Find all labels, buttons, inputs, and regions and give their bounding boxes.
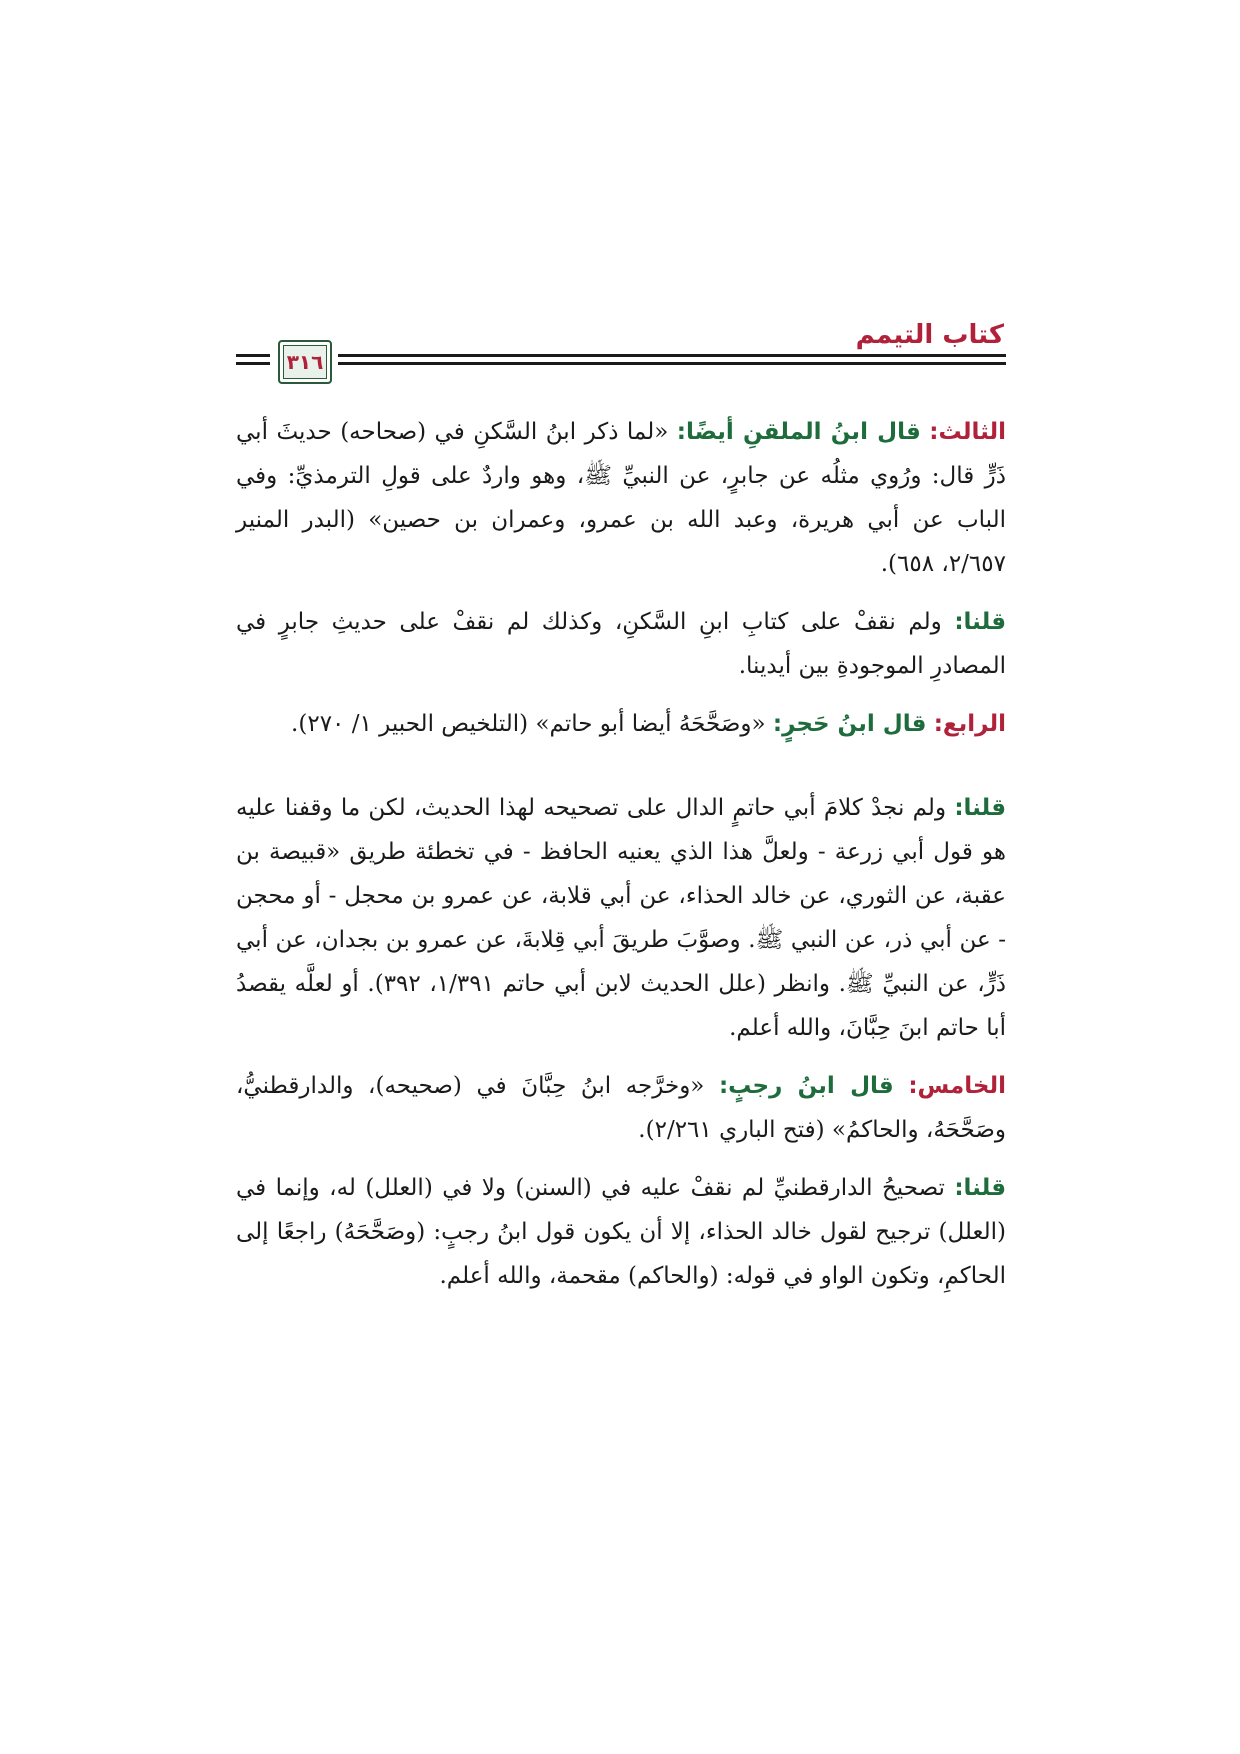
paragraph-lead-name: قال ابنُ رجبٍ:	[718, 1073, 894, 1099]
book-page	[236, 318, 1006, 1312]
header-rule-top	[338, 354, 1006, 357]
page-header	[236, 318, 1006, 378]
paragraph-qulna-2	[236, 786, 1006, 1050]
paragraph-label: قلنا:	[954, 795, 1006, 821]
paragraph-text: ولم نقفْ على كتابِ ابنِ السَّكنِ، وكذلك لم نقفْ على حديثِ جابرٍ في المصادرِ الموجودةِ بين أيدينا.	[236, 609, 1006, 679]
paragraph-third	[236, 410, 1006, 586]
paragraph-text: «لما ذكر ابنُ السَّكنِ في (صحاحه) حديثَ أبي ذَرٍّ قال: ورُوي مثلُه عن جابرٍ، عن النبيِّ ﷺ، وهو واردٌ على قولِ الترمذيِّ: وفي الباب عن أبي هريرة، وعبد الله بن عمرو، وعمران بن حصين» (البدر المنير ٢/٦٥٧، ٦٥٨).	[236, 419, 1006, 577]
header-rule-short-bottom	[236, 362, 270, 365]
page-number-ornament	[278, 340, 332, 384]
header-rule-short-top	[236, 354, 270, 357]
paragraph-text: «وصَحَّحَهُ أيضا أبو حاتم» (التلخيص الحبير ١/ ٢٧٠).	[291, 711, 766, 737]
page-number: ٣١٦	[286, 350, 324, 374]
chapter-title: كتاب التيمم	[855, 320, 1004, 350]
paragraph-label: الخامس:	[908, 1073, 1006, 1099]
paragraph-label: قلنا:	[954, 609, 1007, 635]
paragraph-label: قلنا:	[954, 1175, 1007, 1201]
paragraph-lead-name: قال ابنُ الملقنِ أيضًا:	[676, 419, 921, 445]
paragraph-fifth	[236, 1064, 1006, 1152]
page-body	[236, 410, 1006, 1298]
paragraph-text: ولم نجدْ كلامَ أبي حاتمٍ الدال على تصحيحه لهذا الحديث، لكن ما وقفنا عليه هو قول أبي زرعة - ولعلَّ هذا الذي يعنيه الحافظ - في تخطئة طريق «قبيصة بن عقبة، عن الثوري، عن خالد الحذاء، عن أبي قلابة، عن عمرو بن محجل - أو محجن - عن أبي ذر، عن النبي ﷺ. وصوَّبَ طريقَ أبي قِلابةَ، عن عمرو بن بجدان، عن أبي ذَرٍّ، عن النبيِّ ﷺ. وانظر (علل الحديث لابن أبي حاتم ١/٣٩١، ٣٩٢). أو لعلَّه يقصدُ أبا حاتم ابنَ حِبَّانَ، والله أعلم.	[236, 795, 1006, 1041]
paragraph-qulna-3	[236, 1166, 1006, 1298]
paragraph-qulna-1	[236, 600, 1006, 688]
paragraph-fourth	[236, 702, 1006, 746]
paragraph-text: تصحيحُ الدارقطنيِّ لم نقفْ عليه في (السنن) ولا في (العلل) له، وإنما في (العلل) ترجيح لقول خالد الحذاء، إلا أن يكون قول ابنُ رجبٍ: (وصَحَّحَهُ) راجعًا إلى الحاكمِ، وتكون الواو في قوله: (والحاكم) مقحمة، والله أعلم.	[236, 1175, 1006, 1289]
paragraph-text: «وخرَّجه ابنُ حِبَّانَ في (صحيحه)، والدارقطنيُّ، وصَحَّحَهُ، والحاكمُ» (فتح الباري ٢/٢٦١).	[236, 1073, 1006, 1143]
header-rule-bottom	[338, 362, 1006, 365]
paragraph-label: الرابع:	[933, 711, 1006, 737]
paragraph-label: الثالث:	[929, 419, 1007, 445]
paragraph-lead-name: قال ابنُ حَجرٍ:	[772, 711, 927, 737]
